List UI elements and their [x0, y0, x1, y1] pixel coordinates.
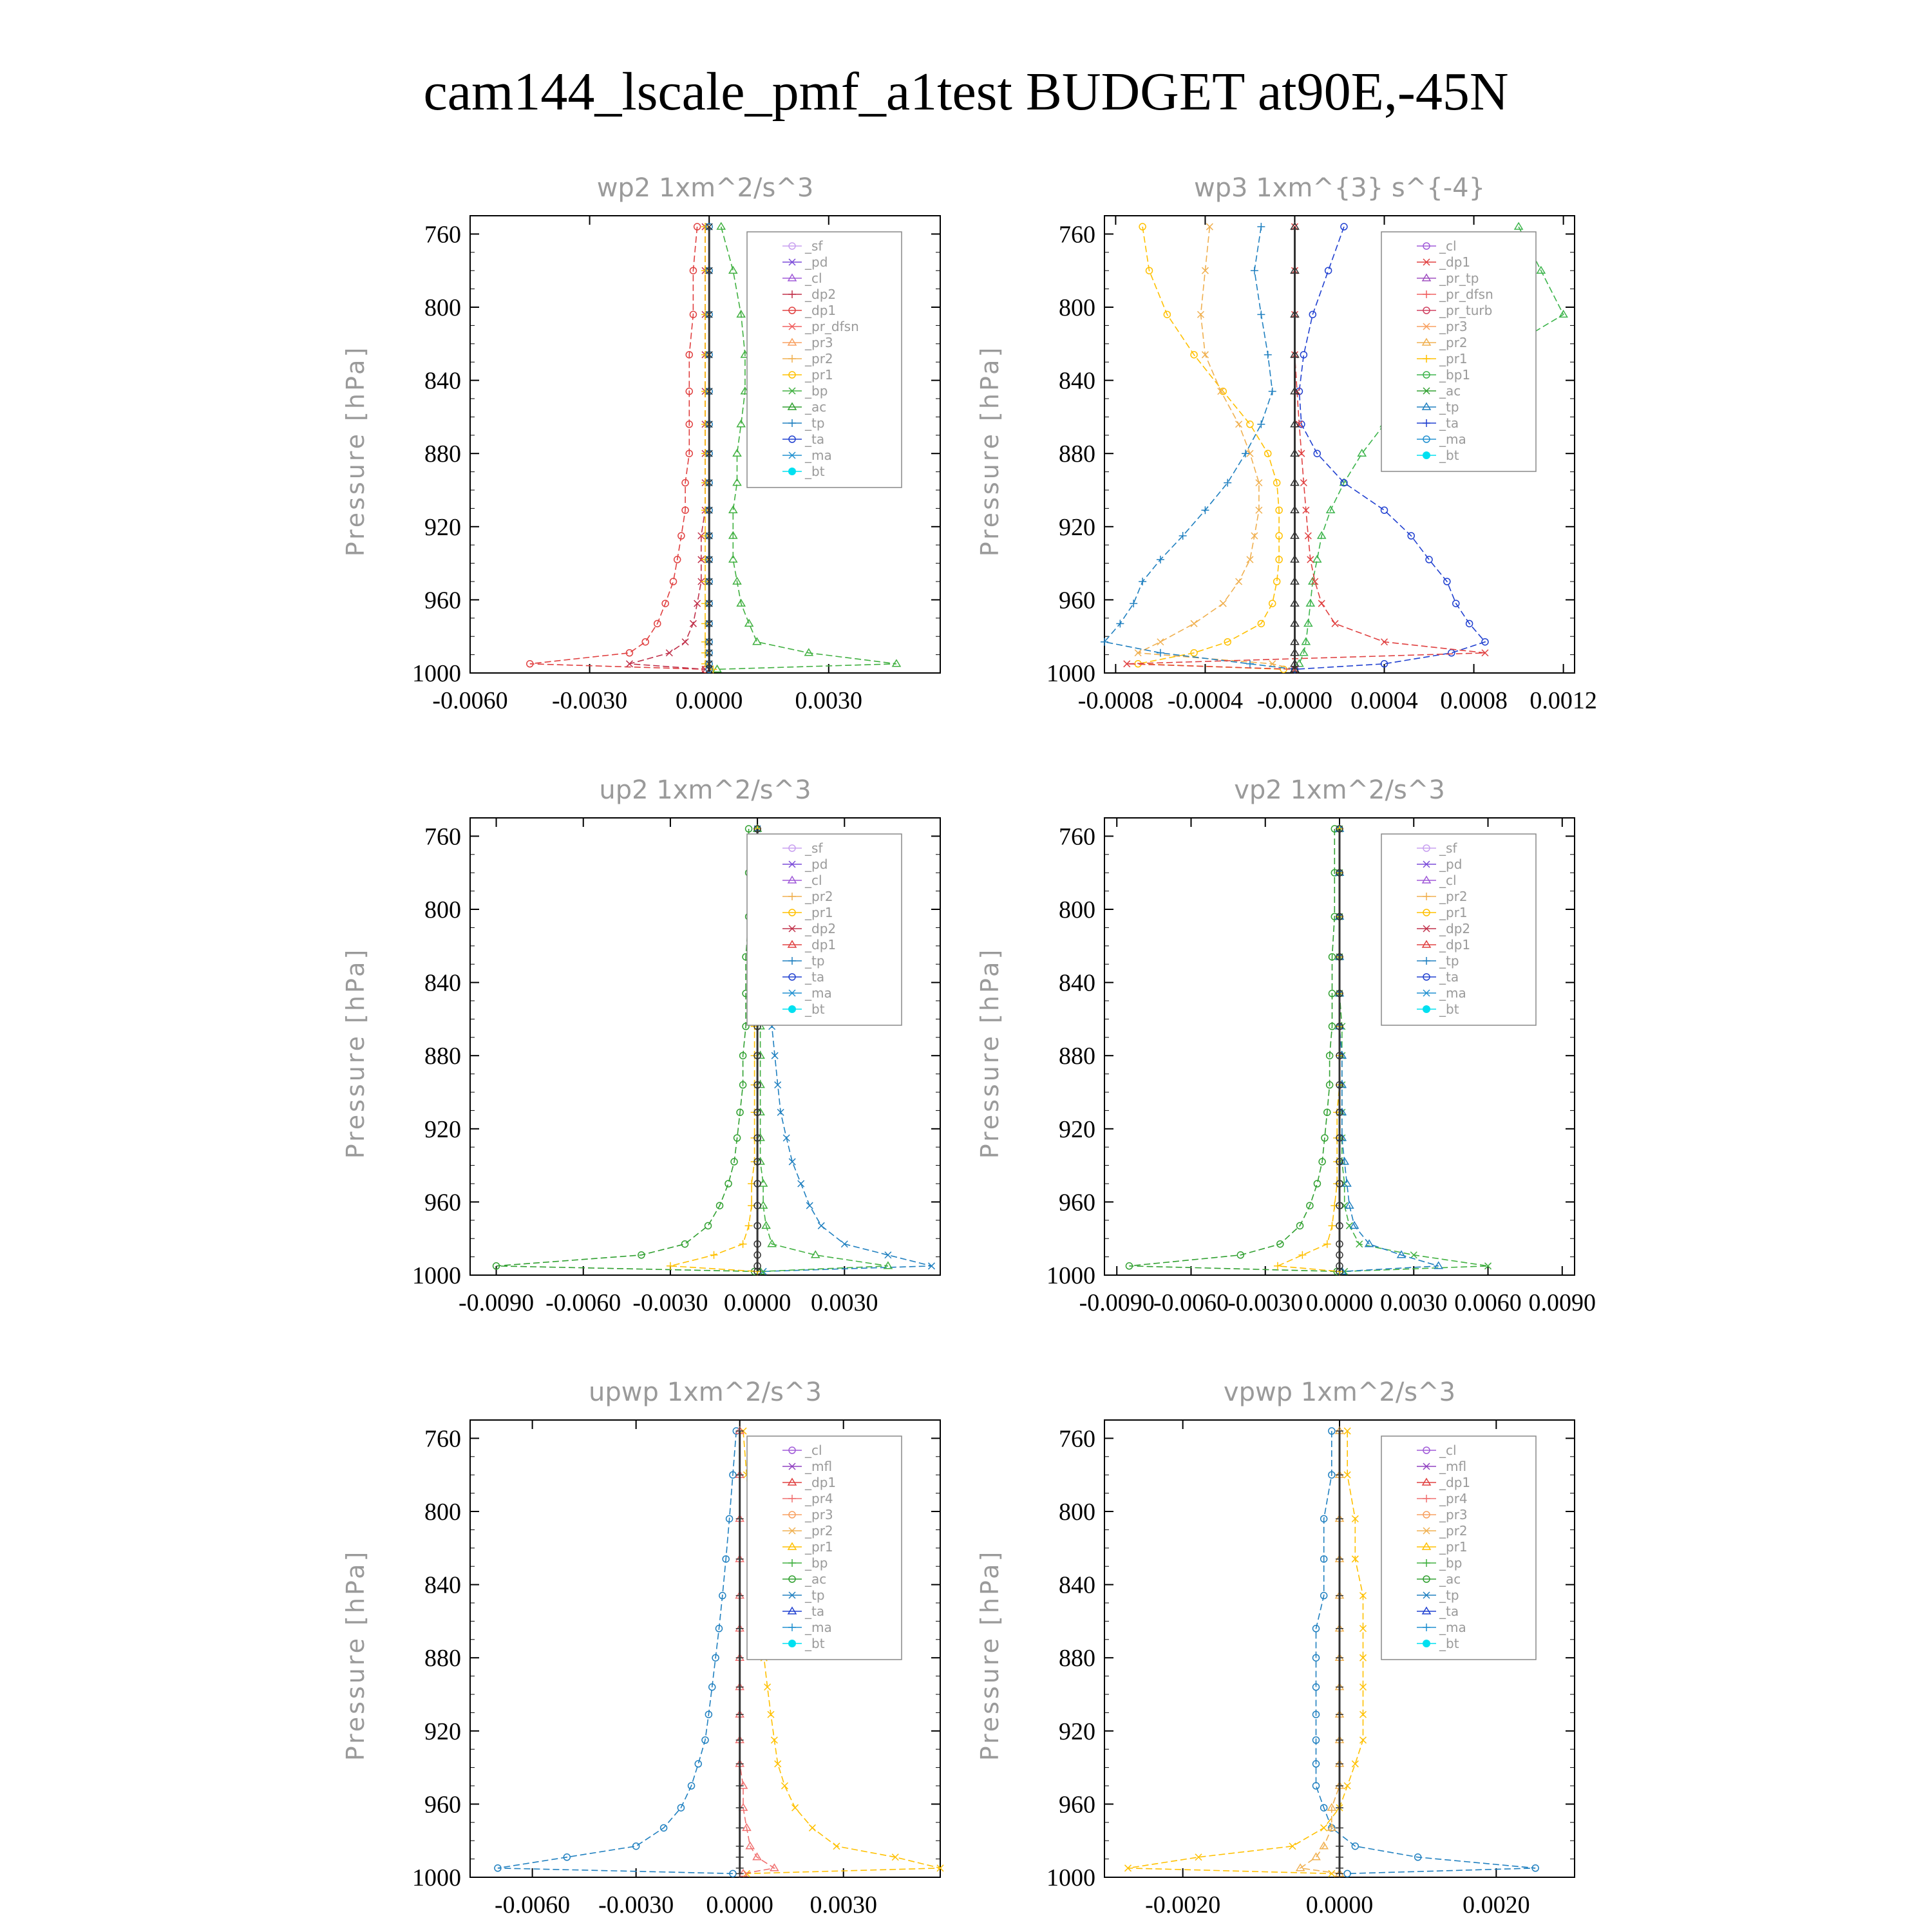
- legend: [1381, 1436, 1536, 1660]
- data-point: [1336, 1842, 1343, 1850]
- y-tick-label: 1000: [1046, 1262, 1095, 1289]
- legend-label: _dp2: [805, 921, 837, 936]
- legend-label: _bt: [805, 1001, 825, 1017]
- y-tick-label: 920: [1059, 1115, 1095, 1143]
- data-point: [1157, 649, 1164, 657]
- data-point: [725, 1180, 732, 1187]
- legend-label: _cl: [805, 1443, 822, 1458]
- data-point: [695, 1761, 701, 1767]
- legend-label: _ta: [805, 969, 825, 985]
- legend-label: _dp1: [805, 303, 837, 318]
- legend-label: _pr2: [805, 889, 833, 904]
- legend-label: _sf: [805, 238, 823, 254]
- legend-label: _ma: [1439, 985, 1466, 1001]
- data-point: [745, 1222, 753, 1229]
- data-point: [1116, 620, 1124, 627]
- series-line: [670, 829, 757, 1271]
- legend-label: _cl: [1439, 1443, 1457, 1458]
- legend-label: _bt: [1439, 1636, 1459, 1651]
- data-point: [1264, 351, 1272, 359]
- x-tick-label: -0.0030: [1227, 1289, 1303, 1316]
- series-line: [1138, 227, 1294, 669]
- y-axis-label: Pressure [hPa]: [976, 947, 1004, 1159]
- figure-title: cam144_lscale_pmf_a1test BUDGET at90E,-45N: [423, 62, 1509, 122]
- data-point: [1251, 267, 1258, 274]
- legend-marker: [788, 468, 796, 475]
- series-line: [1128, 1431, 1363, 1873]
- legend-label: _pr2: [1439, 1523, 1468, 1539]
- series-tp: [1101, 223, 1298, 673]
- data-point: [1191, 620, 1197, 627]
- x-tick-label: 0.0030: [1380, 1289, 1448, 1316]
- legend-label: _pr2: [805, 351, 833, 366]
- y-tick-label: 1000: [1046, 660, 1095, 687]
- data-point: [1257, 223, 1265, 231]
- y-tick-label: 800: [1059, 1499, 1095, 1526]
- legend-label: _cl: [805, 270, 822, 286]
- y-tick-label: 920: [1059, 513, 1095, 541]
- legend-label: _pr1: [805, 367, 833, 383]
- data-point: [1381, 507, 1388, 513]
- data-point: [1247, 421, 1253, 428]
- legend-label: _pr1: [1439, 1539, 1468, 1555]
- legend-label: _ma: [805, 985, 832, 1001]
- x-tick-label: 0.0000: [723, 1289, 791, 1316]
- series-bt: [1336, 826, 1343, 1274]
- data-point: [1157, 556, 1164, 564]
- x-tick-label: 0.0000: [675, 687, 743, 714]
- series-line: [1138, 227, 1283, 669]
- data-point: [1515, 223, 1522, 229]
- x-tick-label: -0.0090: [1079, 1289, 1155, 1316]
- data-point: [1130, 600, 1137, 607]
- data-point: [792, 1804, 799, 1811]
- legend-label: _sf: [805, 840, 823, 856]
- series-pr2: [1135, 223, 1298, 672]
- legend-label: _cl: [1439, 238, 1457, 254]
- data-point: [626, 661, 632, 667]
- legend-label: _ta: [1439, 1604, 1459, 1619]
- y-axis-label: Pressure [hPa]: [341, 947, 370, 1159]
- legend-marker: [1423, 1005, 1430, 1013]
- legend-label: _ac: [805, 1571, 827, 1587]
- data-point: [1321, 1824, 1327, 1831]
- y-tick-label: 760: [1059, 823, 1095, 851]
- y-tick-label: 1000: [1046, 1864, 1095, 1891]
- legend-label: _tp: [1439, 953, 1459, 969]
- series-line: [1104, 227, 1295, 669]
- panel-title: vp2 1xm^2/s^3: [1234, 775, 1445, 805]
- legend-label: _tp: [805, 415, 825, 431]
- y-axis-label: Pressure [hPa]: [976, 1549, 1004, 1761]
- y-tick-label: 960: [1059, 587, 1095, 614]
- y-axis-label: Pressure [hPa]: [341, 345, 370, 557]
- y-tick-label: 840: [424, 969, 461, 997]
- legend-label: _ta: [1439, 415, 1459, 431]
- y-tick-label: 800: [1059, 896, 1095, 923]
- x-tick-label: 0.0030: [811, 1289, 878, 1316]
- legend-label: _dp2: [1439, 921, 1471, 936]
- legend-label: _cl: [1439, 873, 1457, 888]
- legend-label: _pr4: [1439, 1491, 1468, 1506]
- data-point: [1274, 1262, 1282, 1270]
- x-tick-label: 0.0060: [1454, 1289, 1522, 1316]
- legend-label: _pr3: [1439, 319, 1468, 334]
- y-tick-label: 760: [1059, 221, 1095, 249]
- data-point: [1298, 1251, 1306, 1259]
- legend: [747, 1436, 902, 1660]
- data-point: [1242, 450, 1249, 457]
- data-point: [770, 1864, 778, 1871]
- y-tick-label: 920: [424, 1718, 461, 1745]
- data-point: [1336, 1824, 1343, 1832]
- data-point: [1344, 1783, 1350, 1789]
- y-tick-label: 840: [1059, 367, 1095, 395]
- x-tick-label: 0.0012: [1530, 687, 1597, 714]
- y-tick-label: 880: [1059, 440, 1095, 468]
- data-point: [798, 1180, 804, 1187]
- series-tp: [495, 1428, 739, 1877]
- legend-label: _ta: [805, 1604, 825, 1619]
- legend-label: _pd: [1439, 857, 1463, 872]
- data-point: [714, 665, 721, 672]
- data-point: [1360, 1737, 1367, 1743]
- data-point: [1344, 1870, 1350, 1877]
- x-tick-label: -0.0030: [552, 687, 628, 714]
- y-tick-label: 880: [424, 440, 461, 468]
- legend-label: _pd: [805, 857, 828, 872]
- data-point: [1328, 1222, 1336, 1229]
- x-tick-label: 0.0004: [1350, 687, 1418, 714]
- data-point: [841, 1241, 848, 1247]
- series-line: [498, 1431, 736, 1873]
- y-tick-label: 920: [424, 513, 461, 541]
- panel-6: [976, 1378, 1575, 1918]
- y-tick-label: 840: [1059, 969, 1095, 997]
- data-point: [1139, 578, 1146, 585]
- data-point: [1448, 650, 1455, 656]
- data-point: [1257, 310, 1265, 318]
- panel-title: upwp 1xm^2/s^3: [589, 1378, 822, 1407]
- y-tick-label: 880: [424, 1043, 461, 1070]
- data-point: [818, 1222, 824, 1229]
- data-point: [1246, 660, 1254, 668]
- legend-label: _pr2: [805, 1523, 833, 1539]
- legend-label: _dp1: [805, 937, 837, 952]
- data-point: [1220, 600, 1226, 607]
- legend-label: _bp1: [1439, 367, 1471, 383]
- data-point: [1236, 578, 1242, 585]
- data-point: [1296, 1864, 1304, 1871]
- y-tick-label: 960: [424, 1791, 461, 1819]
- y-tick-label: 960: [424, 1189, 461, 1217]
- legend-label: _tp: [805, 1587, 825, 1603]
- y-tick-label: 760: [424, 823, 461, 851]
- x-tick-label: -0.0030: [598, 1891, 674, 1918]
- legend-label: _pr_turb: [1439, 303, 1493, 318]
- legend-marker: [1423, 451, 1430, 459]
- legend-label: _dp1: [1439, 1475, 1471, 1490]
- x-tick-label: -0.0004: [1167, 687, 1244, 714]
- legend-label: _pr2: [1439, 889, 1468, 904]
- data-point: [642, 639, 649, 645]
- y-tick-label: 840: [424, 367, 461, 395]
- legend-label: _pr_dfsn: [1439, 287, 1493, 302]
- data-point: [1318, 600, 1325, 607]
- legend-label: _ac: [805, 399, 827, 415]
- legend: [747, 834, 902, 1025]
- panel-5: [341, 1378, 943, 1918]
- series-pr1: [1135, 223, 1287, 672]
- panel-title: wp2 1xm^2/s^3: [596, 173, 814, 203]
- x-tick-label: -0.0060: [1153, 1289, 1229, 1316]
- legend-label: _pr1: [1439, 905, 1468, 920]
- data-point: [681, 1241, 688, 1247]
- panel-1: [341, 173, 940, 714]
- series-line: [530, 227, 705, 669]
- y-tick-label: 920: [1059, 1718, 1095, 1745]
- y-tick-label: 920: [424, 1115, 461, 1143]
- y-tick-label: 840: [424, 1571, 461, 1599]
- data-point: [667, 1262, 674, 1270]
- x-tick-label: 0.0030: [795, 687, 863, 714]
- legend-label: _ma: [805, 1620, 832, 1635]
- legend-label: _bp: [1439, 1555, 1463, 1571]
- y-tick-label: 760: [1059, 1425, 1095, 1453]
- x-tick-label: -0.0008: [1077, 687, 1153, 714]
- series-bt: [1291, 223, 1298, 672]
- panel-3: [341, 775, 940, 1316]
- legend-label: _ma: [805, 448, 832, 463]
- panel-4: [976, 775, 1596, 1316]
- y-tick-label: 960: [1059, 1189, 1095, 1217]
- series-dp1: [493, 826, 758, 1274]
- x-tick-label: -0.0090: [458, 1289, 535, 1316]
- data-point: [781, 1783, 788, 1789]
- y-tick-label: 800: [424, 1499, 461, 1526]
- y-tick-label: 960: [1059, 1791, 1095, 1819]
- x-tick-label: -0.0000: [1256, 687, 1333, 714]
- panel-2: [976, 173, 1597, 714]
- series-pr2: [1296, 1427, 1343, 1876]
- data-point: [806, 1202, 813, 1209]
- legend-label: _bt: [1439, 448, 1459, 463]
- data-point: [705, 1222, 712, 1229]
- x-tick-label: 0.0030: [810, 1891, 877, 1918]
- legend-marker: [788, 1640, 796, 1647]
- y-tick-label: 960: [424, 587, 461, 614]
- data-point: [1426, 556, 1432, 563]
- legend-label: _dp1: [805, 1475, 837, 1490]
- legend-label: _pd: [805, 254, 828, 270]
- legend-label: _pr_tp: [1439, 270, 1479, 286]
- data-point: [666, 650, 672, 656]
- legend: [1381, 834, 1536, 1025]
- data-point: [710, 1251, 718, 1259]
- legend-label: _pr1: [805, 905, 833, 920]
- legend-label: _bp: [805, 383, 828, 399]
- y-axis-label: Pressure [hPa]: [341, 1549, 370, 1761]
- data-point: [1256, 480, 1262, 486]
- data-point: [1336, 1853, 1343, 1861]
- x-tick-label: 0.0000: [706, 1891, 773, 1918]
- legend: [1381, 232, 1536, 471]
- legend-label: _pr2: [1439, 335, 1468, 350]
- panel-title: vpwp 1xm^2/s^3: [1223, 1378, 1456, 1407]
- data-point: [682, 639, 688, 645]
- y-axis-label: Pressure [hPa]: [976, 345, 1004, 557]
- legend-label: _ac: [1439, 383, 1461, 399]
- series-line: [1129, 829, 1337, 1271]
- data-point: [1269, 388, 1276, 395]
- data-point: [783, 1135, 790, 1141]
- x-tick-label: 0.0090: [1528, 1289, 1596, 1316]
- legend-label: _bp: [805, 1555, 828, 1571]
- series-line: [497, 829, 755, 1271]
- legend-label: _bt: [805, 464, 825, 479]
- legend: [747, 232, 902, 488]
- data-point: [1236, 421, 1242, 428]
- y-tick-label: 1000: [412, 1262, 461, 1289]
- x-tick-label: -0.0060: [432, 687, 508, 714]
- y-tick-label: 800: [424, 896, 461, 923]
- legend-label: _ta: [805, 431, 825, 447]
- x-tick-label: -0.0060: [545, 1289, 621, 1316]
- data-point: [1157, 639, 1164, 645]
- data-point: [753, 638, 761, 645]
- legend-label: _pr3: [805, 1507, 833, 1522]
- legend-label: _mfl: [805, 1459, 833, 1474]
- series-pr1: [1125, 1428, 1367, 1877]
- data-point: [736, 1842, 744, 1850]
- legend-label: _cl: [805, 873, 822, 888]
- data-point: [1257, 421, 1265, 428]
- data-point: [670, 578, 677, 585]
- data-point: [739, 1240, 747, 1248]
- panel-title: up2 1xm^2/s^3: [599, 775, 811, 805]
- x-tick-label: 0.0000: [1305, 1891, 1374, 1918]
- legend-label: _ma: [1439, 431, 1466, 447]
- x-tick-label: 0.0020: [1463, 1891, 1530, 1918]
- y-tick-label: 1000: [412, 1864, 461, 1891]
- y-tick-label: 880: [1059, 1043, 1095, 1070]
- legend-label: _dp1: [1439, 254, 1471, 270]
- legend-label: _dp1: [1439, 937, 1471, 952]
- data-point: [1325, 267, 1332, 274]
- legend-marker: [1423, 1640, 1430, 1647]
- x-tick-label: 0.0000: [1305, 1289, 1374, 1316]
- series-dp1: [1126, 826, 1340, 1274]
- x-tick-label: -0.0020: [1145, 1891, 1221, 1918]
- series-line: [630, 227, 706, 669]
- data-point: [1323, 1240, 1331, 1248]
- legend-label: _pr1: [1439, 351, 1468, 366]
- legend-label: _tp: [1439, 1587, 1459, 1603]
- data-point: [690, 620, 696, 627]
- legend-label: _ac: [1439, 1571, 1461, 1587]
- y-tick-label: 800: [424, 294, 461, 321]
- y-tick-label: 1000: [412, 660, 461, 687]
- legend-label: _tp: [1439, 399, 1459, 415]
- series-dp1: [527, 223, 708, 672]
- x-tick-label: -0.0030: [632, 1289, 708, 1316]
- series-bt: [706, 223, 712, 672]
- legend-label: _sf: [1439, 840, 1457, 856]
- panel-title: wp3 1xm^{3} s^{-4}: [1193, 173, 1486, 203]
- legend-label: _bt: [1439, 1001, 1459, 1017]
- legend-label: _bt: [805, 1636, 825, 1651]
- data-point: [1352, 1761, 1358, 1767]
- series-dp2: [626, 223, 708, 672]
- data-point: [789, 1159, 795, 1165]
- legend-label: _pr_dfsn: [805, 319, 859, 334]
- data-point: [1332, 620, 1338, 627]
- data-point: [736, 1853, 744, 1861]
- y-tick-label: 840: [1059, 1571, 1095, 1599]
- y-tick-label: 880: [424, 1645, 461, 1672]
- y-tick-label: 800: [1059, 294, 1095, 321]
- legend-label: _pr4: [805, 1491, 833, 1506]
- y-tick-label: 760: [424, 221, 461, 249]
- legend-label: _ta: [1439, 969, 1459, 985]
- legend-label: _dp2: [805, 287, 837, 302]
- x-tick-label: -0.0060: [495, 1891, 571, 1918]
- series-line: [1278, 829, 1340, 1271]
- legend-label: _pr1: [805, 1539, 833, 1555]
- legend-label: _pr3: [1439, 1507, 1468, 1522]
- y-tick-label: 760: [424, 1425, 461, 1453]
- data-point: [805, 649, 813, 656]
- legend-marker: [788, 1005, 796, 1013]
- x-tick-label: 0.0008: [1440, 687, 1508, 714]
- legend-label: _tp: [805, 953, 825, 969]
- y-tick-label: 880: [1059, 1645, 1095, 1672]
- legend-label: _pr3: [805, 335, 833, 350]
- legend-label: _ma: [1439, 1620, 1466, 1635]
- data-point: [809, 1824, 815, 1831]
- legend-label: _mfl: [1439, 1459, 1467, 1474]
- data-point: [885, 1252, 891, 1258]
